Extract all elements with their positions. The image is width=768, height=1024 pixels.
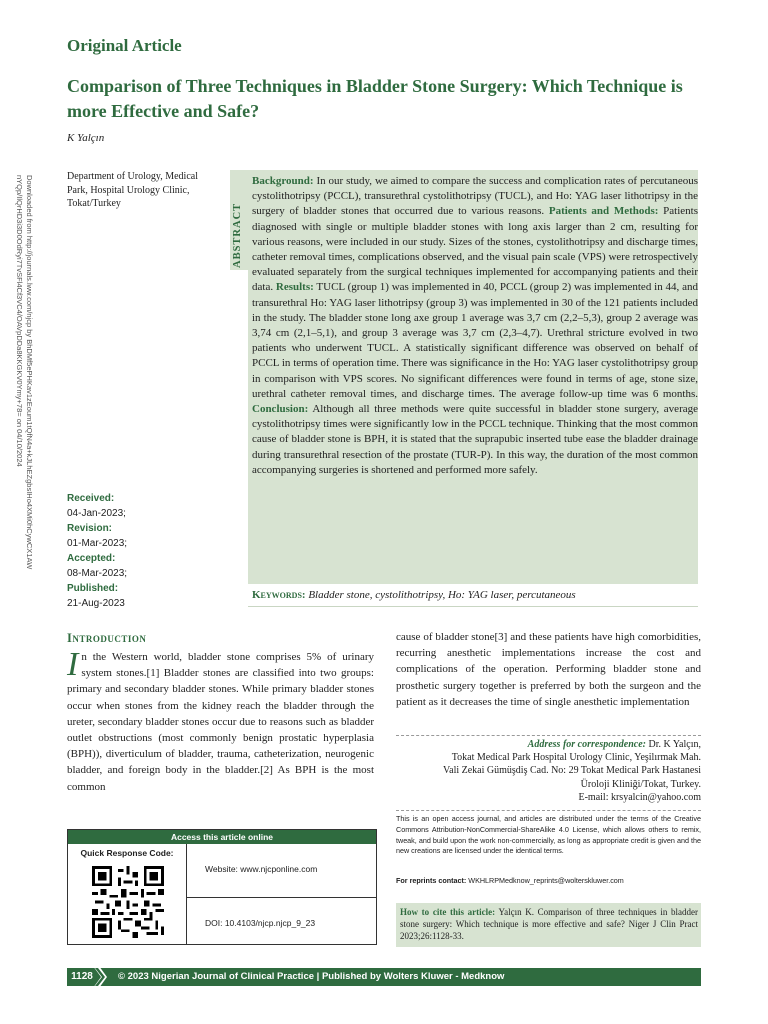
keywords-label: Keywords: [252, 589, 306, 601]
download-note [6, 175, 46, 675]
accepted-label: Accepted: [67, 553, 116, 564]
citation-text [400, 906, 698, 942]
qr-cell [68, 844, 187, 944]
received-date: 04-Jan-2023; [67, 508, 126, 519]
abstract-methods-text: Patients diagnosed with single or multiple bladder stones with long axis larger than 2 cm, resulting for various reasons, were included in our study. Sizes of the stones, cystolithotripsy and discharge times, catheter removal times, complications observed, and the visual pain scale (VPS) were retrospectively evaluated separately from the surgical techniques implemented for accompanying patients and their data. [252, 205, 698, 294]
drop-cap: I [67, 646, 79, 683]
qr-code-icon [92, 866, 164, 938]
introduction-column-right: cause of bladder stone[3] and these patients have high comorbidities, recurring anesthetic implementations increase the cost and complications of the operation. Performing bladder stone and prosthetic surgery together is preferred by both the surgeon and the patient as it decreases the time of single anesthetic implementation [396, 631, 701, 708]
correspondence-label: Address for correspondence: [527, 739, 646, 750]
access-heading: Access this article online [68, 830, 376, 844]
page-number: 1128 [71, 971, 93, 982]
citation-body: Yalçın K. Comparison of three techniques in bladder stone surgery: Which technique is more effective and safe? Niger J Clin Pract 2023;26:1128-33. [400, 907, 698, 941]
article-title: Comparison of Three Techniques in Bladder Stone Surgery: Which Technique is more Effective and Safe? [67, 76, 683, 121]
footer-text: © 2023 Nigerian Journal of Clinical Practice | Published by Wolters Kluwer - Medknow [118, 971, 505, 982]
abstract-text [252, 174, 698, 478]
published-date: 21-Aug-2023 [67, 598, 125, 609]
abstract-background-label: Background: [252, 175, 314, 187]
author-name: K Yalçın [67, 132, 105, 144]
abstract-label: ABSTRACT [232, 202, 243, 268]
article-dates [67, 491, 217, 611]
website-cell [187, 844, 376, 898]
received-label: Received: [67, 493, 115, 504]
abstract-results-label: Results: [275, 281, 314, 294]
correspondence-address [396, 738, 701, 804]
published-label: Published: [67, 583, 119, 594]
abstract-tab [230, 170, 248, 270]
accepted-date: 08-Mar-2023; [67, 568, 128, 579]
revision-label: Revision: [67, 523, 113, 534]
reprints-contact [396, 876, 701, 885]
correspondence-line-3: Üroloji Kliniği/Tokat, Turkey. [580, 778, 701, 790]
qr-label: Quick Response Code: [80, 848, 174, 858]
license-text: This is an open access journal, and articles are distributed under the terms of the Creative Commons Attribution-NonCommercial-ShareAlike 4.0 License, which allows others to remix, tweak, and build upon the work non-commercially, as long as appropriate credit is given and the new creations are licensed under the identical terms. [396, 814, 701, 856]
correspondence-email: E-mail: krsyalcin@yahoo.com [578, 791, 701, 803]
article-type: Original Article [67, 36, 182, 55]
access-online-box [67, 829, 377, 945]
abstract-divider [248, 606, 698, 607]
doi-link[interactable]: DOI: 10.4103/njcp.njcp_9_23 [205, 918, 316, 928]
citation-label: How to cite this article: [400, 907, 496, 917]
abstract-results-text: TUCL (group 1) was implemented in 40, PCCL (group 2) was implemented in 44, and transurethral Ho: YAG laser lithotripsy (group 3) was implemented in 30 of the 121 patients included in the study. The bladder stone long axe group 1 average was 3,7 cm (2,2–5,3), group 2 average was 3,74 cm (2,1–5,1), and group 3 average was 3,7 cm (2,3–4,7). Urethral stricture evolved in two patients who underwent TUCL. A statistically significant difference was observed on behalf of PCCL in terms of operation time. There was significance in the Ho: YAG laser cystolithotripsy group in comparison with VPS scores. No significant differences were found in terms of age, stone size, urethral catheter removal times, and discharge times. The average follow-up time was 6 months. [252, 281, 698, 400]
correspondence-line-2: Vali Zekai Gümüşdiş Cad. No: 29 Tokat Medical Park Hastanesi [443, 765, 701, 777]
abstract-background-text: In our study, we aimed to compare the success and complication rates of percutaneous cystolithotripsy (PCCL), transurethral cystolithotripsy (TUCL), and Ho: YAG laser lithotripsy in the surgery of bladder stones that occurred due to various reasons. [252, 175, 698, 218]
reprints-label: For reprints contact: [396, 876, 467, 885]
website-link[interactable]: Website: www.njcponline.com [205, 864, 318, 874]
correspondence-line-1: Tokat Medical Park Hospital Urology Clinic, Yeşilırmak Mah. [451, 752, 701, 764]
reprints-email: WKHLRPMedknow_reprints@wolterskluwer.com [466, 876, 624, 885]
correspondence-divider [396, 735, 701, 737]
license-divider [396, 810, 701, 812]
introduction-text-left: n the Western world, bladder stone comprises 5% of urinary system stones.[1] Bladder stones are classified into two groups: primary and secondary bladder stones. While primary bladder stones occur when stones from the kidney reach the bladder through the ureter, secondary bladder stones occur due to reasons such as bladder outlet obstructions (most commonly benign prostatic hyperplasia (BPH)), diverticulum of bladder, trauma, catheterization, neurogenic bladder, and foreign body in the bladder.[2] As BPH is the most common [67, 651, 374, 793]
affiliation: Department of Urology, Medical Park, Hospital Urology Clinic, Tokat/Turkey [67, 171, 198, 209]
correspondence-name: Dr. K Yalçın, [645, 739, 701, 750]
doi-cell [187, 898, 376, 944]
chevron-right-icon [93, 966, 107, 988]
revision-date: 01-Mar-2023; [67, 538, 128, 549]
introduction-column-left [67, 646, 374, 795]
introduction-heading: Introduction [67, 631, 147, 645]
keywords [252, 589, 702, 601]
abstract-methods-label: Patients and Methods: [548, 205, 659, 218]
abstract-conclusion-label: Conclusion: [252, 403, 309, 416]
download-note-text: Downloaded from http://journals.lww.com/njcp by BhDMf5ePHKav1zEoum1tQfN4a+kJLhEZgbsIHo4XMi0hCywCX1AW nYQp/IlQrHD3i3D0OdRyi7TvSFl4Cf3VC4/OAVpDDa8KKGKV0Ymy+78= on 04/10/2024 [15, 175, 34, 570]
abstract-conclusion-text: Although all three methods were quite successful in bladder stone surgery, average cystolithotripsy times were significantly low in the PCCL technique. Thinking that the most common cause of bladder stone is BPH, it is stated that the suprapubic inserted tube ease the bladder drainage during transurethral resection of the prostate (TUR-P). In this way, the duration of the most common accompanying surgeries is shortened and performed more safely. [252, 403, 698, 476]
keywords-text: Bladder stone, cystolithotripsy, Ho: YAG laser, percutaneous [308, 589, 576, 601]
